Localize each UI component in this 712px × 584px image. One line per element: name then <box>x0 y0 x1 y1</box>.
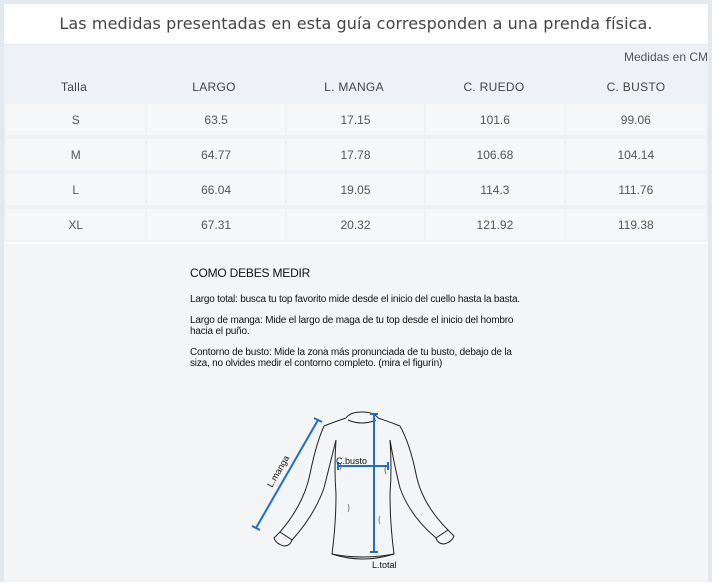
column-header-largo: LARGO <box>192 80 236 94</box>
table-cell: L <box>6 174 145 205</box>
column-header-manga: L. MANGA <box>324 80 384 94</box>
table-cell: 121.92 <box>426 209 563 240</box>
column-header-busto: C. BUSTO <box>606 80 666 94</box>
guide-paragraph-sleeve: Largo de manga: Mide el largo de maga de tu top desde el inicio del hombro hacia el puño. <box>190 315 514 337</box>
page-title: Las medidas presentadas en esta guía corresponden a una prenda física. <box>59 14 653 33</box>
table-cell: 19.05 <box>287 174 424 205</box>
table-body <box>4 102 708 242</box>
table-cell: 17.78 <box>287 139 424 170</box>
column-header-ruedo: C. RUEDO <box>463 80 525 94</box>
table-row <box>4 137 708 172</box>
guide-paragraph-length: Largo total: busca tu top favorito mide desde el inicio del cuello hasta la basta. <box>190 294 520 305</box>
table-cell: 114.3 <box>426 174 563 205</box>
sleeve-measure-label: L.manga <box>265 453 292 489</box>
table-cell: 119.38 <box>566 209 706 240</box>
table-cell: 64.77 <box>147 139 284 170</box>
table-row <box>4 102 708 137</box>
table-cell: 111.76 <box>566 174 706 205</box>
table-cell: 63.5 <box>147 104 284 135</box>
top-illustration <box>274 412 454 559</box>
table-row <box>4 207 708 242</box>
guide-heading: COMO DEBES MEDIR <box>190 266 311 280</box>
units-note: Medidas en CM <box>623 50 708 64</box>
table-header <box>4 44 708 102</box>
table-row <box>4 172 708 207</box>
guide-text <box>190 266 530 379</box>
table-cell: 99.06 <box>566 104 706 135</box>
table-cell: 67.31 <box>147 209 284 240</box>
table-cell: 101.6 <box>426 104 563 135</box>
garment-figure <box>244 404 484 584</box>
table-cell: 106.68 <box>426 139 563 170</box>
table-cell: 66.04 <box>147 174 284 205</box>
column-header-talla: Talla <box>60 80 88 94</box>
table-cell: S <box>6 104 145 135</box>
total-measure-line <box>370 414 378 552</box>
table-cell: 20.32 <box>287 209 424 240</box>
table-cell: XL <box>6 209 145 240</box>
total-measure-label: L.total <box>372 560 397 570</box>
measuring-guide <box>4 244 708 582</box>
bust-measure-label: C.busto <box>336 456 368 466</box>
table-cell: 104.14 <box>566 139 706 170</box>
sleeve-measure-line <box>252 418 322 530</box>
table-cell: 17.15 <box>287 104 424 135</box>
header-row <box>4 73 708 101</box>
table-cell: M <box>6 139 145 170</box>
guide-paragraph-bust: Contorno de busto: Mide la zona más pronunciada de tu busto, debajo de la siza, no olvides medir el contorno completo. (mira el figurín) <box>190 347 512 369</box>
